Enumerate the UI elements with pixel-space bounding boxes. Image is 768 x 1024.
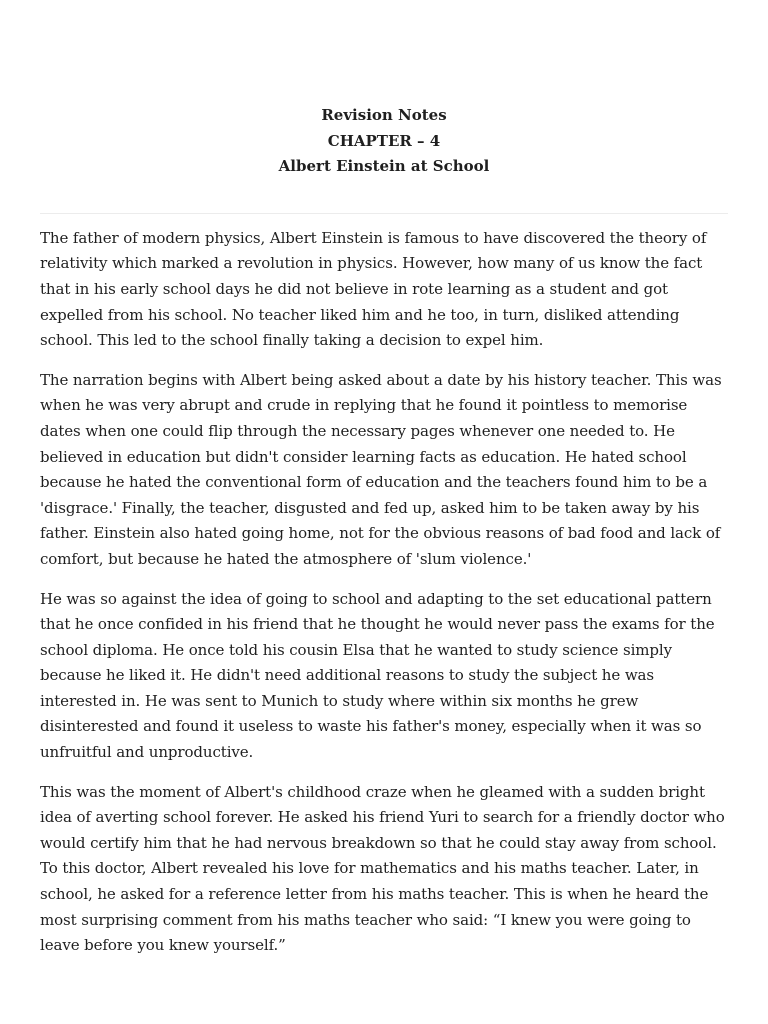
chapter-title: Albert Einstein at School: [278, 157, 490, 176]
paragraph-2: The narration begins with Albert being asked about a date by his history teacher. This was when he was very abrupt and crude in replying that he found it pointless to memorise dates when one could flip through the necessary pages whenever one needed to. He believed in education but didn't consider learning facts as education. He hated school because he hated the conventional form of education and the teachers found him to be a 'disgrace.' Finally, the teacher, disgusted and fed up, asked him to be taken away by his father. Einstein also hated going home, not for the obvious reasons of bad food and lack of comfort, but because he hated the atmosphere of 'slum violence.': [40, 370, 722, 568]
header-divider: [40, 213, 728, 214]
paragraph-4: This was the moment of Albert's childhood craze when he gleamed with a sudden bright idea of averting school forever. He asked his friend Yuri to search for a friendly doctor who would certify him that he had nervous breakdown so that he could stay away from school. To this doctor, Albert revealed his love for mathematics and his maths teacher. Later, in school, he asked for a reference letter from his maths teacher. This is when he heard the most surprising comment from his maths teacher who said: “I knew you were going to leave before you knew yourself.”: [40, 782, 725, 955]
document-body: [40, 226, 728, 959]
paragraph-3: He was so against the idea of going to school and adapting to the set educational pattern that he once confided in his friend that he thought he would never pass the exams for the school diploma. He once told his cousin Elsa that he wanted to study science simply because he liked it. He didn't need additional reasons to study the subject he was interested in. He was sent to Munich to study where within six months he grew disinterested and found it useless to waste his father's money, especially when it was so unfruitful and unproductive.: [40, 589, 715, 762]
chapter-number: CHAPTER – 4: [327, 131, 441, 150]
document-header: [40, 0, 728, 180]
revision-notes-title: Revision Notes: [321, 106, 447, 124]
paragraph-1: The father of modern physics, Albert Einstein is famous to have discovered the theory of relativity which marked a revolution in physics. However, how many of us know the fact that in his early school days he did not believe in rote learning as a student and got expelled from his school. No teacher liked him and he too, in turn, disliked attending school. This led to the school finally taking a decision to expel him.: [40, 228, 707, 350]
document-page: [40, 0, 728, 973]
